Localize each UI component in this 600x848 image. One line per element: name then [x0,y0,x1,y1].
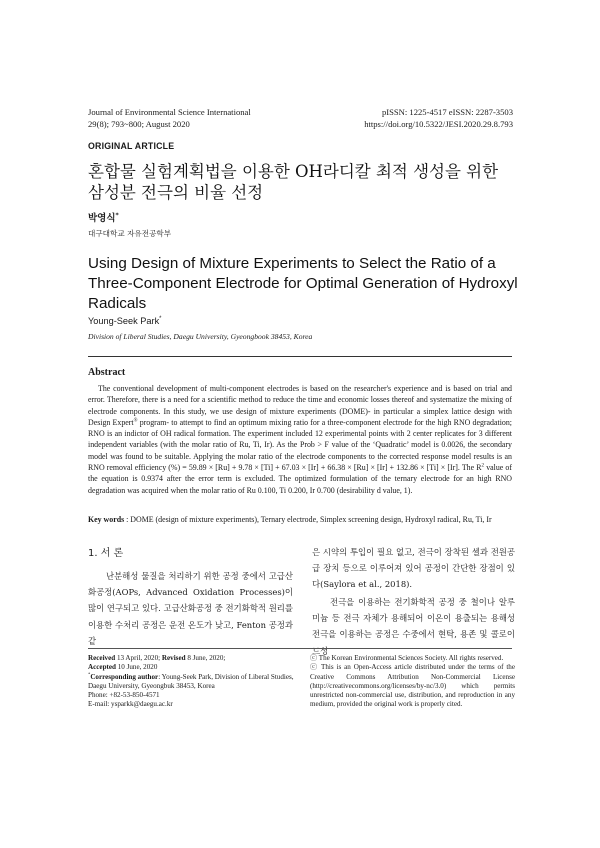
received-line: Received 13 April, 2020; Revised 8 June, 2020; [88,654,226,662]
article-type: ORIGINAL ARTICLE [88,141,175,151]
section-heading: 1. 서 론 [88,548,124,559]
author-korean [88,210,119,224]
journal-identifiers [364,106,513,130]
doi-link[interactable]: https://doi.org/10.5322/JESI.2020.29.8.793 [364,119,513,129]
author-english-name: Young-Seek Park [88,316,160,326]
author-english [88,316,162,326]
body-right-paragraph-1: 은 시약의 투입이 필요 없고, 전극이 장착된 셀과 전원공급 장치 등으로 이루어져 있어 공정이 간단한 장점이 있다(Saylora et al., 2018). [312,547,515,590]
author-korean-name: 박영식 [88,213,116,224]
author-english-mark: * [159,315,162,322]
footnote-left [88,654,298,710]
abstract-part-2: program- to attempt to find an optimum mixing ratio for a three-component electrode for the high RNO degradation; RNO is an indictor of OH radical formation. The experiment included 12 experimental points with 2 center replicates for 3 different independent variables (with the molar ratio of Ru, Ti, Ir). As the Prob > F value of the ‘Quadratic’ model is 0.0026, the secondary model was found to be suitable. Applying the molar ratio of the electrode components to the corrected response model results is an RNO removal efficiency (%) = 59.89 × [Ru] + 9.78 × [Ti] + 67.03 × [Ir] + 66.38 × [Ru] × [Ir] + 132.86 × [Ti] × [Ir]. The R [88,417,512,473]
abstract-text [88,383,512,496]
r-squared-superscript: 2 [481,462,485,469]
keywords [88,514,512,525]
title-english: Using Design of Mixture Experiments to Select the Ratio of a Three-Component Electrode for Optimal Generation of Hydroxyl Radicals [88,255,518,312]
body-left-column: 난분해성 물질을 처리하기 위한 공정 중에서 고급산화공정(AOPs, Advanced Oxidation Processes)이 많이 연구되고 있다. 고급산화공정 중 전기화학적 원리를 이용한 수처리 공정은 운전 온도가 낮고, Fenton 공정과 같 [88,571,293,646]
abstract-heading: Abstract [88,367,126,378]
footnote-right [310,654,515,710]
keywords-text: : DOME (design of mixture experiments), Ternary electrode, Simplex screening design, Hydroxyl radical, Ru, Ti, Ir [124,515,492,524]
license-text: ⓒ This is an Open-Access article distributed under the terms of the Creative Commons Attribution Non-Commercial License (http://creativecommons.org/licenses/by-nc/3.0) which permits unrestricted non-commercial use, distribution, and reproduction in any medium, provided the original work is properly cited. [310,663,515,709]
journal-name: Journal of Environmental Science International [88,107,251,117]
footnote-divider [88,648,512,649]
registered-mark: ® [133,417,138,424]
author-korean-mark: * [115,211,119,219]
abstract-part-1: The conventional development of multi-component electrodes is based on the researcher's experience and is based on trial and error. Therefore, there is a need for a scientific method to reduce the time and economic losses thereof and systematize the mixing of electrode components. In this study, we use design of mixture experiments (DOME)- in particular a simplex lattice design with Design Expert [88,384,512,427]
corresponding-address: Daegu University, Gyeongbuk 38453, Korea [88,681,215,690]
body-right-paragraph-2: 전극을 이용하는 전기화학적 공정 중 철이나 알루미늄 등 전극 자체가 용해되어 이온이 용출되는 용해성 전극을 이용하는 공정은 수중에서 현탁, 용존 및 콜로이드성 [312,597,515,656]
keywords-label: Key words [88,515,125,524]
copyright-line: ⓒ The Korean Environmental Sciences Society. All rights reserved. [310,654,504,662]
affiliation-korean: 대구대학교 자유전공학부 [88,229,172,238]
corresponding-author-line: *Corresponding author: Young-Seek Park, Division of Liberal Studies, [88,671,294,681]
title-korean: 혼합물 실험계획법을 이용한 OH라디칼 최적 생성을 위한 삼성분 전극의 비율 선정 [88,162,499,202]
email-line[interactable]: E-mail: ysparkk@daegu.ac.kr [88,700,173,709]
journal-volume: 29(8); 793~800; August 2020 [88,119,190,129]
abstract-part-3: value of the equation is 0.9374 after the error term is excluded. The optimized formulation of the ternary electrode for an high RNO degradation was acquired when the molar ratio of Ru 0.100, Ti 0.200, Ir 0.700 (desirability d value, 1). [88,463,513,495]
abstract-divider [88,356,512,357]
phone-line: Phone: +82-53-850-4571 [88,691,160,700]
journal-info [88,106,251,130]
issn: pISSN: 1225-4517 eISSN: 2287-3503 [381,107,513,117]
accepted-line: Accepted 10 June, 2020 [88,663,158,672]
affiliation-english: Division of Liberal Studies, Daegu University, Gyeongbook 38453, Korea [88,332,313,341]
